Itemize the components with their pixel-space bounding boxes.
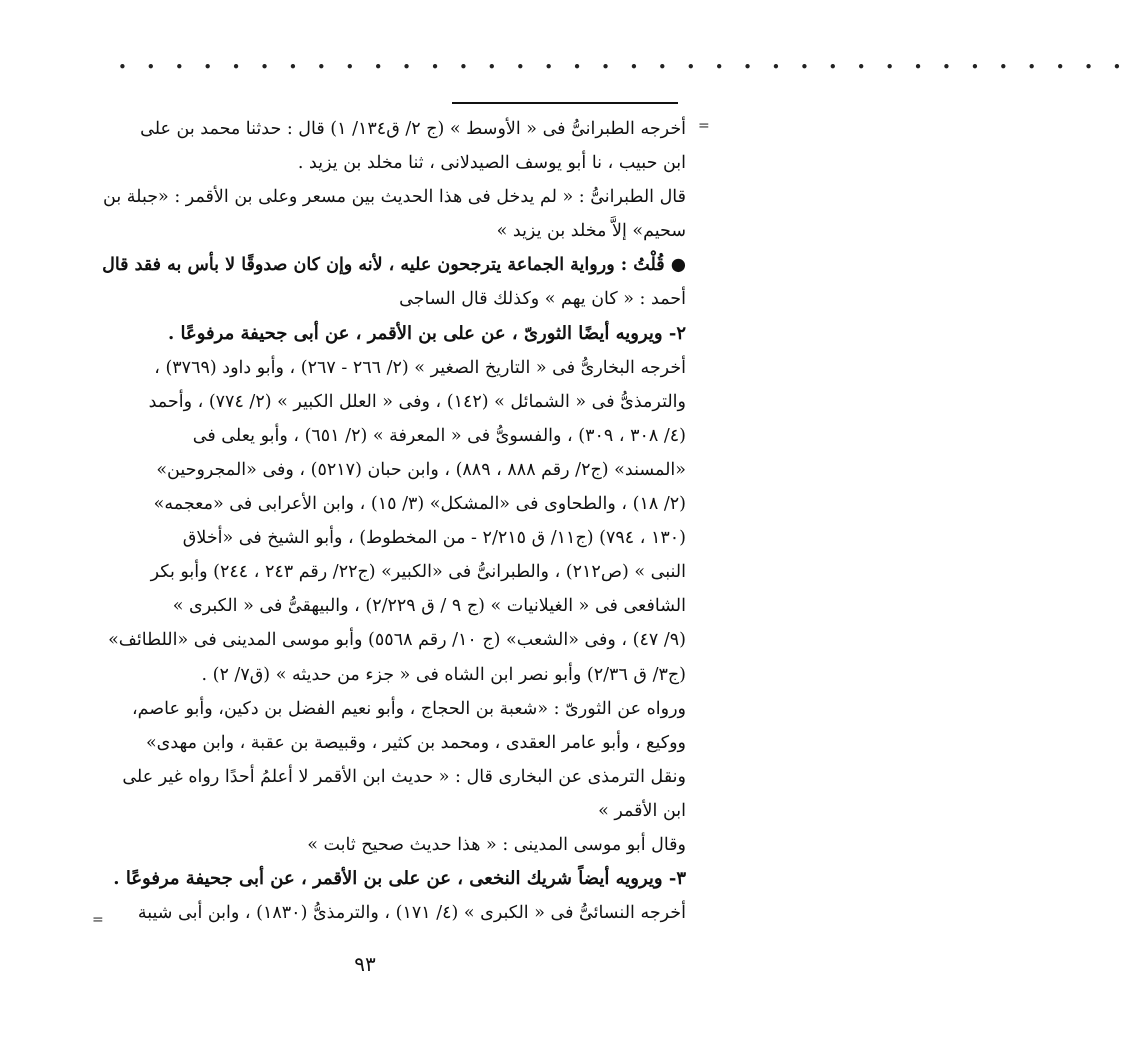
- text-line: (٤/ ٣٠٨ ، ٣٠٩) ، والفسوىُّ فى « المعرفة » (٢/ ٦٥١) ، وأبو يعلى فى: [192, 425, 686, 446]
- text-line: والترمذىُّ فى « الشمائل » (١٤٢) ، وفى « العلل الكبير » (٢/ ٧٧٤) ، وأحمد: [148, 391, 686, 412]
- header-dot-leader: • • • • • • • • • • • • • • • • • • • • • • • • • • • • • • • • • • • •: [118, 58, 1129, 76]
- text-line: ابن حبيب ، نا أبو يوسف الصيدلانى ، ثنا مخلد بن يزيد .: [297, 153, 686, 174]
- text-line: قال الطبرانىُّ : « لم يدخل فى هذا الحديث بين مسعر وعلى بن الأقمر : «جبلة بن: [103, 187, 686, 208]
- text-line: (٢/ ١٨) ، والطحاوى فى «المشكل» (٣/ ١٥) ، وابن الأعرابى فى «معجمه»: [153, 494, 686, 515]
- text-line: سحيم» إلاَّ مخلد بن يزيد »: [496, 221, 686, 242]
- page-body: [102, 112, 686, 932]
- section-heading: ٣- ويرويه أيضاً شريك النخعى ، عن على بن الأقمر ، عن أبى جحيفة مرفوعًا .: [113, 868, 686, 890]
- text-line: ووكيع ، وأبو عامر العقدى ، ومحمد بن كثير ، وقبيصة بن عقبة ، وابن مهدى»: [145, 732, 686, 753]
- margin-mark-bottom: =: [92, 912, 104, 928]
- section-heading: ٢- ويرويه أيضًا الثورىّ ، عن على بن الأقمر ، عن أبى جحيفة مرفوعًا .: [167, 322, 686, 344]
- margin-mark-top: =: [698, 118, 710, 134]
- text-line: ونقل الترمذى عن البخارى قال : « حديث ابن الأقمر لا أعلمُ أحدًا رواه غير على: [122, 766, 686, 787]
- footnote-separator-rule: [452, 102, 678, 104]
- text-line: النبى » (ص٢١٢) ، والطبرانىُّ فى «الكبير» (ج٢٢/ رقم ٢٤٣ ، ٢٤٤) وأبو بكر: [150, 562, 686, 583]
- text-line: أحمد : « كان يهم » وكذلك قال الساجى: [399, 289, 686, 310]
- text-line: الشافعى فى « الغيلانيات » (ج ٩ / ق ٢/٢٢٩) ، والبيهقىُّ فى « الكبرى »: [172, 596, 686, 617]
- text-line: (١٣٠ ، ٧٩٤) (ج١١/ ق ٢/٢١٥ - من المخطوط) ، وأبو الشيخ فى «أخلاق: [182, 528, 686, 549]
- text-line: أخرجه الطبرانىُّ فى « الأوسط » (ج ٢/ ق١٣٤/ ١) قال : حدثنا محمد بن على: [140, 119, 686, 139]
- text-line: وقال أبو موسى المدينى : « هذا حديث صحيح ثابت »: [307, 834, 686, 855]
- text-line: «المسند» (ج٢/ رقم ٨٨٨ ، ٨٨٩) ، وابن حبان (٥٢١٧) ، وفى «المجروحين»: [156, 459, 686, 480]
- text-line: أخرجه النسائىُّ فى « الكبرى » (٤/ ١٧١) ، والترمذىُّ (١٨٣٠) ، وابن أبى شيبة: [137, 903, 686, 924]
- text-line: ورواه عن الثورىّ : «شعبة بن الحجاج ، وأبو نعيم الفضل بن دكين، وأبو عاصم،: [132, 698, 686, 719]
- text-line: ابن الأقمر »: [598, 800, 686, 821]
- text-line: أخرجه البخارىُّ فى « التاريخ الصغير » (٢/ ٢٦٦ - ٢٦٧) ، وأبو داود (٣٧٦٩) ،: [154, 357, 686, 378]
- text-line: (٩/ ٤٧) ، وفى «الشعب» (ج ١٠/ رقم ٥٥٦٨) وأبو موسى المدينى فى «اللطائف»: [108, 630, 686, 651]
- note-line: ● قُلْتُ : ورواية الجماعة يترجحون عليه ، لأنه وإن كان صدوقًا لا بأس به فقد قال: [102, 255, 686, 276]
- page-number: ٩٣: [354, 952, 376, 976]
- text-line: (ج٣/ ق ٢/٣٦) وأبو نصر ابن الشاه فى « جزء من حديثه » (ق٧/ ٢) .: [201, 664, 686, 685]
